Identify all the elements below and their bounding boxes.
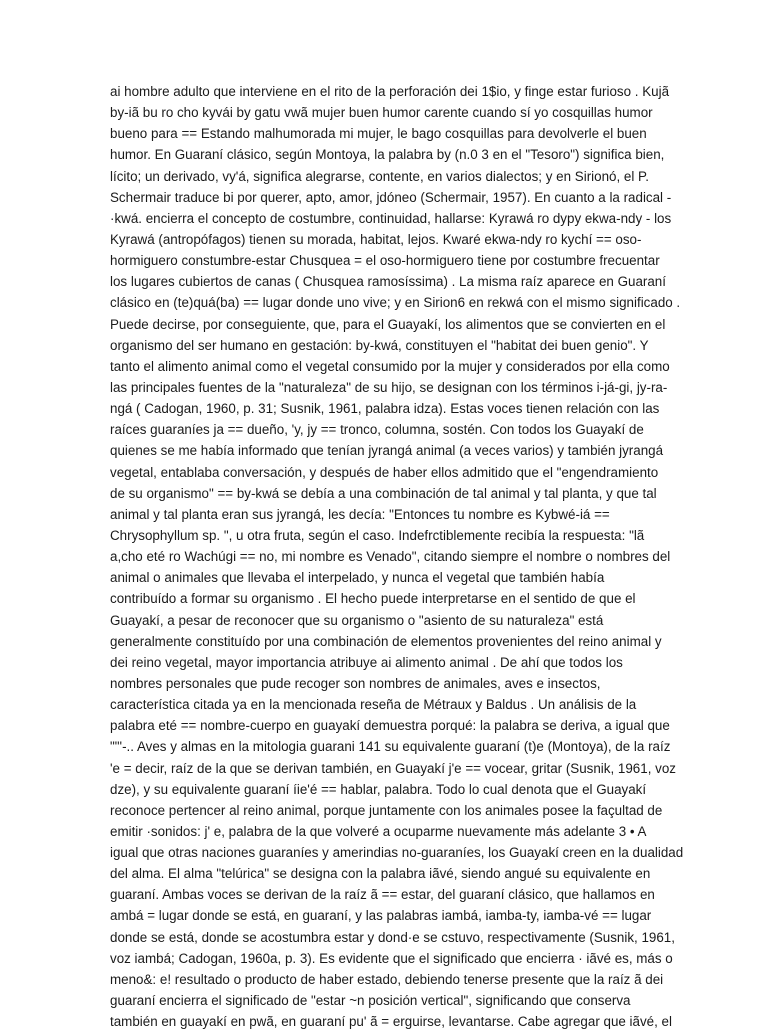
text-line: organismo del ser humano en gestación: by-kwá, constituyen el "habitat dei buen genio". Y (110, 337, 649, 353)
text-line: quienes se me había informado que tenían jyrangá animal (a veces varios) y también jyrangá (110, 443, 664, 459)
text-line: igual que otras naciones guaraníes y amerindias no-guaraníes, los Guayakí creen en la dualidad (110, 845, 684, 861)
text-line: ngá ( Cadogan, 1960, p. 31; Susnik, 1961, palabra idza). Estas voces tienen relación con las (110, 401, 660, 417)
text-line: ·kwá. encierra el concepto de costumbre, continuidad, hallarse: Kyrawá ro dypy ekwa-ndy - los (110, 210, 672, 226)
text-line: Guayakí, a pesar de reconocer que su organismo o "asiento de su naturaleza" está (110, 612, 604, 628)
text-line: animal o animales que llevaba el interpelado, y nunca el vegetal que también había (110, 570, 605, 586)
text-line: meno&: e! resultado o producto de haber estado, debiendo tenerse presente que la raíz ã dei (110, 971, 664, 987)
text-line: Kyrawá (antropófagos) tienen su morada, habitat, lejos. Kwaré ekwa-ndy ro kychí == oso- (110, 231, 642, 247)
text-line: generalmente constituído por una combinación de elementos provenientes del reino animal y (110, 633, 662, 649)
text-line: de su organismo" == by-kwá se debía a una combinación de tal animal y tal planta, y que tal (110, 485, 657, 501)
text-line: palabra eté == nombre-cuerpo en guayakí demuestra porqué: la palabra se deriva, a igual que (110, 718, 670, 734)
text-line: las principales fuentes de la "naturaleza" de su hijo, se designan con los términos i-já-gi, jy-ra- (110, 379, 668, 395)
text-line: 'e = decir, raíz de la que se derivan también, en Guayakí j'e == vocear, gritar (Susnik, 1961, voz (110, 760, 676, 776)
text-line: tanto el alimento animal como el vegetal consumido por la mujer y considerados por ella como (110, 358, 670, 374)
text-line: contribuído a formar su organismo . El hecho puede interpretarse en el sentido de que el (110, 591, 636, 607)
text-line: clásico en (te)quá(ba) == lugar donde uno vive; y en Sirion6 en rekwá con el mismo significado . (110, 295, 681, 311)
text-line: humor. En Guaraní clásico, según Montoya, la palabra by (n.0 3 en el "Tesoro") significa bien, (110, 147, 665, 163)
text-line: dei reino vegetal, mayor importancia atribuye ai alimento animal . De ahí que todos los (110, 654, 623, 670)
body-text (110, 81, 684, 1032)
text-line: los lugares cubiertos de canas ( Chusquea ramosíssima) . La misma raíz aparece en Guaraní (110, 274, 666, 290)
text-line: by-iã bu ro cho kyvái by gatu vwã mujer buen humor carente cuando sí yo cosquillas humor (110, 105, 653, 121)
text-line: nombres personales que pude recoger son nombres de animales, aves e insectos, (110, 675, 601, 691)
text-line: ambá = lugar donde se está, en guaraní, y las palabras iambá, iamba-ty, iamba-vé == lugar (110, 908, 652, 924)
text-line: Chrysophyllum sp. ", u otra fruta, según el caso. Indefrctiblemente recibía la respuesta: "lã (110, 527, 645, 543)
text-line: guaraní encierra el significado de "estar ~n posición vertical", significando que conserva (110, 993, 631, 1009)
text-line: a,cho eté ro Wachúgi == no, mi nombre es Venado", citando siempre el nombre o nombres del (110, 549, 671, 565)
text-line: ""'-.. Aves y almas en la mitologia guarani 141 su equivalente guaraní (t)e (Montoya), de la raíz (110, 739, 671, 755)
text-line: Puede decirse, por conseguiente, que, para el Guayakí, los alimentos que se convierten en el (110, 316, 666, 332)
text-line: también en guayakí en pwã, en guaraní pu' ã = erguirse, levantarse. Cabe agregar que iãvé, el (110, 1014, 672, 1030)
text-line: raíces guaraníes ja == dueño, 'y, jy == tronco, columna, sostén. Con todos los Guayakí de (110, 422, 644, 438)
text-line: lícito; un derivado, vy'á, significa alegrarse, contente, en varios dialectos; y en Sirionó, el P. (110, 168, 649, 184)
text-line: bueno para == Estando malhumorada mi mujer, le bago cosquillas para devolverle el buen (110, 126, 647, 142)
text-line: Schermair traduce bi por querer, apto, amor, jdóneo (Schermair, 1957). En cuanto a la radical - (110, 189, 672, 205)
text-line: característica citada ya en la mencionada reseña de Métraux y Baldus . Un análisis de la (110, 697, 637, 713)
text-line: animal y tal planta eran sus jyrangá, les decía: "Entonces tu nombre es Kybwé-iá == (110, 506, 610, 522)
text-line: del alma. El alma "telúrica" se designa con la palabra iãvé, siendo angué su equivalente en (110, 866, 651, 882)
text-line: voz iambá; Cadogan, 1960a, p. 3). Es evidente que el significado que encierra · iãvé es, más o (110, 950, 673, 966)
text-line: guaraní. Ambas voces se derivan de la raíz ã == estar, del guaraní clásico, que hallamos en (110, 887, 655, 903)
text-line: reconoce pertencer al reino animal, porque juntamente con los animales posee la façultad de (110, 802, 663, 818)
text-line: donde se está, donde se acostumbra estar y dond·e se cstuvo, respectivamente (Susnik, 1961, (110, 929, 675, 945)
text-line: hormiguero constumbre-estar Chusquea = el oso-hormiguero tiene por costumbre frecuentar (110, 253, 660, 269)
text-line: dze), y su equivalente guaraní íie'é == hablar, palabra. Todo lo cual denota que el Guayakí (110, 781, 647, 797)
text-line: vegetal, entablaba conversación, y después de haber ellos admitido que el "engendramiento (110, 464, 659, 480)
text-line: ai hombre adulto que interviene en el rito de la perforación dei 1$io, y finge estar furioso . Kujã (110, 84, 670, 99)
text-line: emitir ·sonidos: j' e, palabra de la que volveré a ocuparme nuevamente más adelante 3 • A (110, 823, 647, 839)
